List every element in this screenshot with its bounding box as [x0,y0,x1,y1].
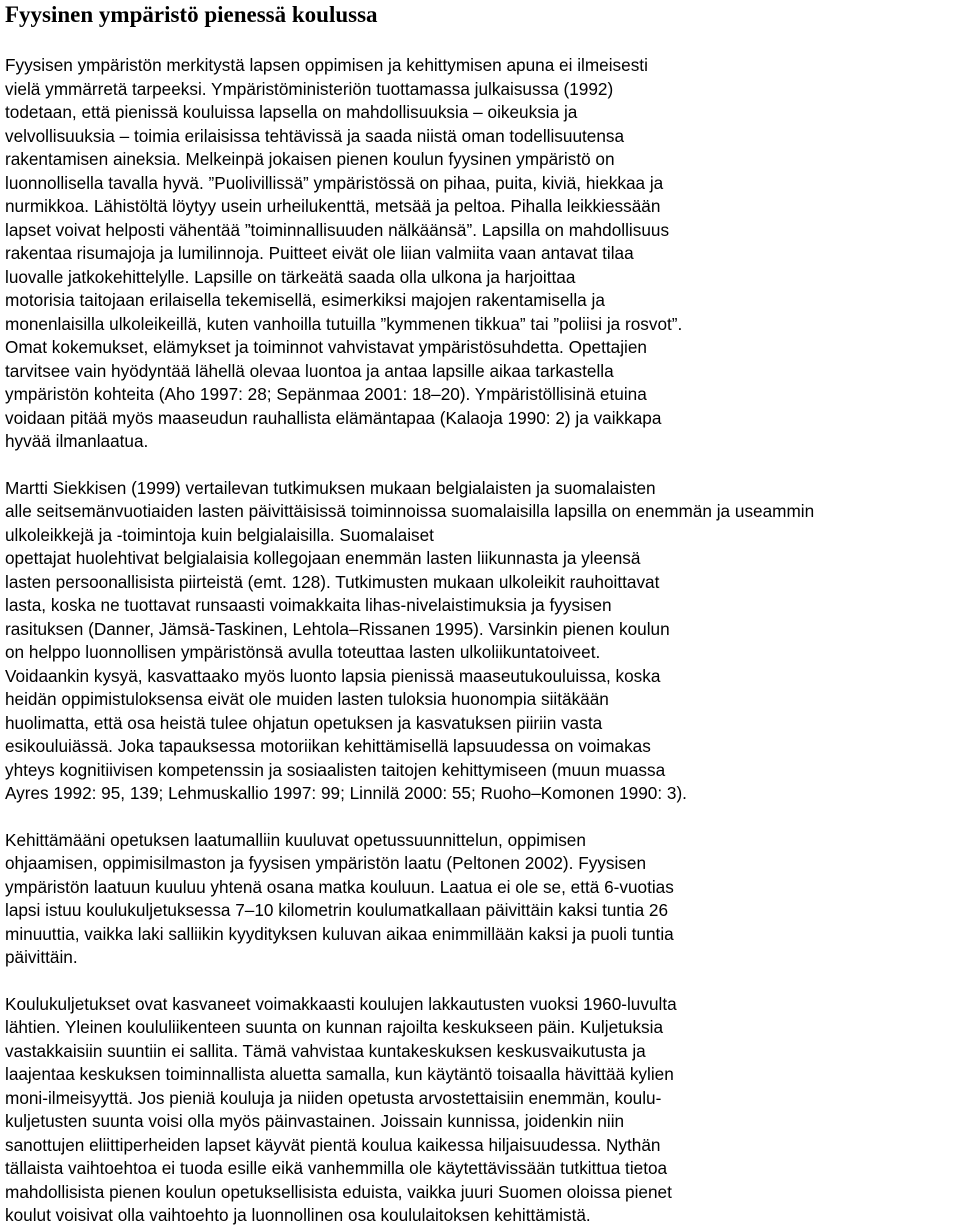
text-line: rakentaa risumajoja ja lumilinnoja. Puitteet eivät ole liian valmiita vaan antavat tilaa [5,243,634,263]
text-line: todetaan, että pienissä kouluissa lapsella on mahdollisuuksia – oikeuksia ja [5,102,578,122]
text-line: lapset voivat helposti vähentää ”toiminnallisuuden nälkäänsä”. Lapsilla on mahdollisuus [5,219,670,240]
text-line: koulut voisivat olla vaihtoehto ja luonnollinen osa koululaitoksen kehittämistä. [5,1205,591,1225]
text-line: sanottujen eliittiperheiden lapset käyvät pientä koulua kaikessa hiljaisuudessa. Nythän [5,1134,661,1155]
text-line: ulkoleikkejä ja -toimintoja kuin belgialaisilla. Suomalaiset [5,524,434,545]
text-line: moni-ilmeisyyttä. Jos pieniä kouluja ja niiden opetusta arvostettaisiin enemmän, koulu- [5,1087,662,1108]
text-line: Martti Siekkisen (1999) vertailevan tutkimuksen mukaan belgialaisten ja suomalaisten [5,477,656,498]
text-line: kuljetusten suunta voisi olla myös päinvastainen. Joissain kunnissa, joidenkin niin [5,1111,625,1131]
text-line: yhteys kognitiivisen kompetenssin ja sosiaalisten taitojen kehittymiseen (muun muassa [5,759,666,780]
text-line: huolimatta, että osa heistä tulee ohjatun opetuksen ja kasvatuksen piiriin vasta [5,712,603,733]
text-line: velvollisuuksia – toimia erilaisissa tehtävissä ja saada niistä oman todellisuutensa [5,125,625,146]
text-line: minuuttia, vaikka laki salliikin kyydityksen kuluvan aikaa enimmillään kaksi ja puoli tuntia [5,923,674,944]
text-line: vastakkaisiin suuntiin ei sallita. Tämä vahvistaa kuntakeskuksen keskusvaikutusta ja [5,1040,646,1061]
text-line: nurmikkoa. Lähistöltä löytyy usein urheilukenttä, metsää ja peltoa. Pihalla leikkiessään [5,196,661,216]
paragraph-3 [5,829,955,970]
document-title: Fyysinen ympäristö pienessä koulussa [5,2,378,27]
text-line: esikouluiässä. Joka tapauksessa motoriikan kehittämisellä lapsuudessa on voimakas [5,736,651,756]
text-line: vielä ymmärretä tarpeeksi. Ympäristöministeriön tuottamassa julkaisussa (1992) [5,78,614,99]
text-line: tarvitsee vain hyödyntää lähellä olevaa luontoa ja antaa lapsille aikaa tarkastella [5,360,614,381]
text-line: on helppo luonnollisen ympäristönsä avulla toteuttaa lasten ulkoliikuntatoiveet. [5,642,601,662]
text-line: voidaan pitää myös maaseudun rauhallista elämäntapaa (Kalaoja 1990: 2) ja vaikkapa [5,407,662,428]
text-line: Omat kokemukset, elämykset ja toiminnot vahvistavat ympäristösuhdetta. Opettajien [5,337,647,357]
text-line: lähtien. Yleinen koululiikenteen suunta on kunnan rajoilta keskukseen päin. Kuljetuksia [5,1017,664,1037]
paragraph-1 [5,54,955,454]
text-line: rakentamisen aineksia. Melkeinpä jokaisen pienen koulun fyysinen ympäristö on [5,149,615,169]
paragraph-4 [5,993,955,1228]
text-line: lasta, koska ne tuottavat runsaasti voimakkaita lihas-nivelaistimuksia ja fyysisen [5,595,612,615]
text-line: monenlaisilla ulkoleikeillä, kuten vanhoilla tutuilla ”kymmenen tikkua” tai ”poliisi ja rosvot”. [5,313,683,334]
paragraph-2 [5,477,955,806]
text-line: Ayres 1992: 95, 139; Lehmuskallio 1997: 99; Linnilä 2000: 55; Ruoho–Komonen 1990: 3). [5,783,687,803]
text-line: alle seitsemänvuotiaiden lasten päivittäisissä toiminnoissa suomalaisilla lapsilla on enemmän ja useammin [5,501,815,521]
text-line: Voidaankin kysyä, kasvattaako myös luonto lapsia pienissä maaseutukouluissa, koska [5,665,661,686]
text-line: rasituksen (Danner, Jämsä-Taskinen, Lehtola–Rissanen 1995). Varsinkin pienen koulun [5,618,670,639]
text-line: laajentaa keskuksen toiminnallista aluetta samalla, kun käytäntö toisaalla hävittää kylien [5,1064,674,1084]
text-line: luovalle jatkokehittelylle. Lapsille on tärkeätä saada olla ulkona ja harjoittaa [5,266,576,287]
text-line: Kehittämääni opetuksen laatumalliin kuuluvat opetussuunnittelun, oppimisen [5,829,586,850]
text-line: päivittäin. [5,947,78,967]
text-line: opettajat huolehtivat belgialaisia kollegojaan enemmän lasten liikunnasta ja yleensä [5,548,641,568]
text-line: Koulukuljetukset ovat kasvaneet voimakkaasti koulujen lakkautusten vuoksi 1960-luvulta [5,993,677,1014]
text-line: motorisia taitojaan erilaisella tekemisellä, esimerkiksi majojen rakentamisella ja [5,290,605,310]
text-line: tällaista vaihtoehtoa ei tuoda esille eikä vanhemmilla ole käytettävissään tutkittua tietoa [5,1158,668,1178]
text-line: Fyysisen ympäristön merkitystä lapsen oppimisen ja kehittymisen apuna ei ilmeisesti [5,55,648,75]
text-line: hyvää ilmanlaatua. [5,431,149,451]
text-line: lapsi istuu koulukuljetuksessa 7–10 kilometrin koulumatkallaan päivittäin kaksi tuntia 26 [5,900,669,920]
text-line: ympäristön laatuun kuuluu yhtenä osana matka kouluun. Laatua ei ole se, että 6-vuotias [5,876,674,897]
text-line: mahdollisista pienen koulun opetuksellisista eduista, vaikka juuri Suomen oloissa pienet [5,1181,672,1202]
text-line: luonnollisella tavalla hyvä. ”Puolivillissä” ympäristössä on pihaa, puita, kiviä, hiekkaa ja [5,172,664,193]
text-line: heidän oppimistuloksensa eivät ole muiden lasten tuloksia huonompia siitäkään [5,689,609,709]
text-line: lasten persoonallisista piirteistä (emt. 128). Tutkimusten mukaan ulkoleikit rauhoittavat [5,571,660,592]
document-page [5,0,955,1228]
text-line: ohjaamisen, oppimisilmaston ja fyysisen ympäristön laatu (Peltonen 2002). Fyysisen [5,853,647,873]
text-line: ympäristön kohteita (Aho 1997: 28; Sepänmaa 2001: 18–20). Ympäristöllisinä etuina [5,384,647,404]
